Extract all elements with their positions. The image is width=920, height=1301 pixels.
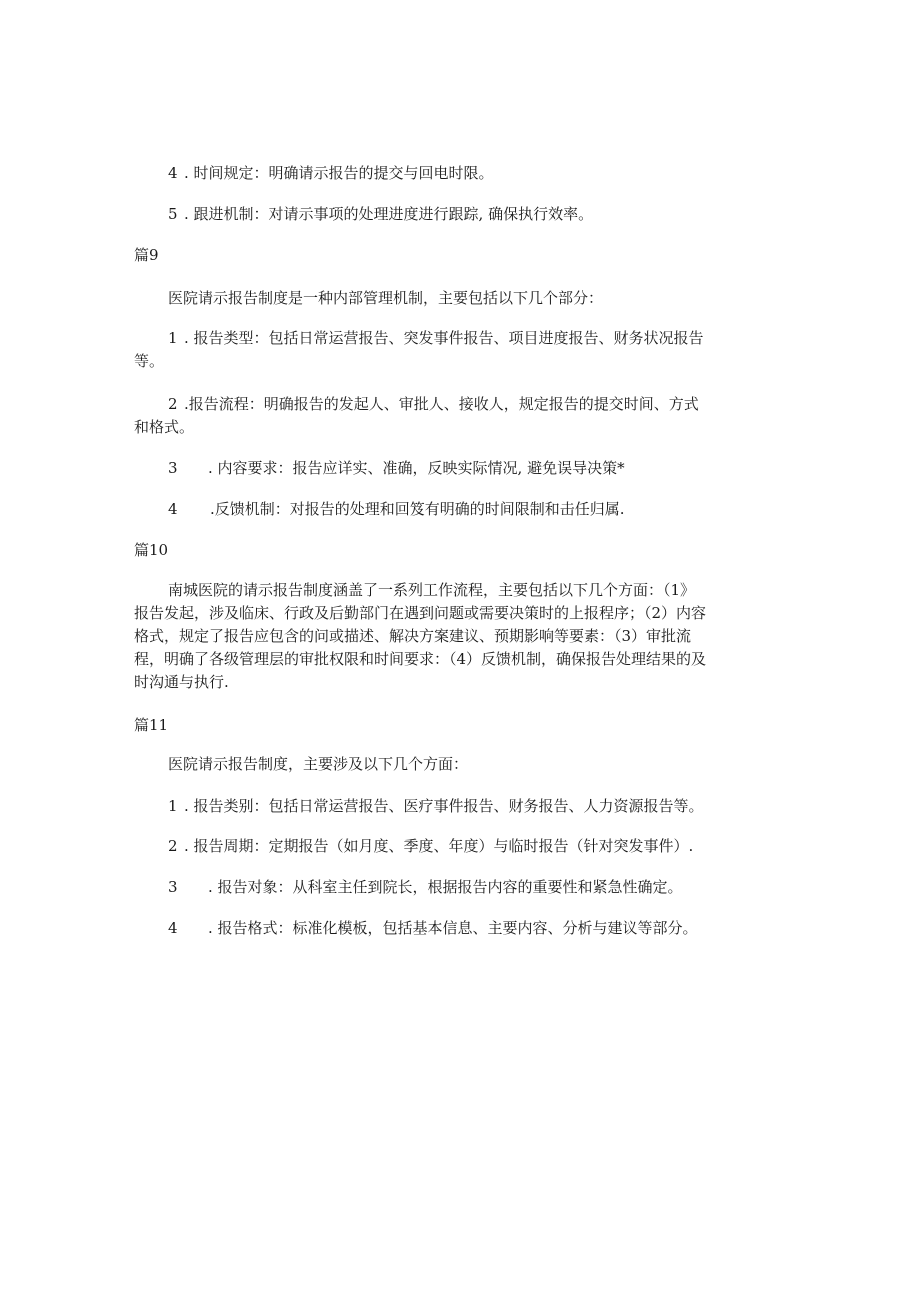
list-item-number: 4 <box>168 164 178 182</box>
list-item-text: . 报告对象：从科室主任到院长，根据报告内容的重要性和紧急性确定。 <box>208 878 683 896</box>
list-item-number: 4 <box>168 919 178 937</box>
list-item-text: . 报告类型：包括日常运营报告、突发事件报告、项目进度报告、财务状况报告 <box>184 329 704 347</box>
section-intro: 医院请示报告制度是一种内部管理机制，主要包括以下几个部分： <box>168 289 604 307</box>
list-item-number: 1 <box>168 329 178 347</box>
list-item <box>168 162 788 185</box>
list-item <box>168 498 788 521</box>
paragraph-line: 时沟通与执行. <box>134 673 229 691</box>
list-item <box>168 327 788 373</box>
list-item-number: 5 <box>168 205 178 223</box>
section-heading: 篇9 <box>134 246 159 264</box>
list-item-text: .反馈机制：对报告的处理和回笈有明确的时间限制和击任归属. <box>210 500 625 518</box>
list-item <box>168 795 788 818</box>
list-item-text: . 报告类别：包括日常运营报告、医疗事件报告、财务报告、人力资源报告等。 <box>184 797 704 815</box>
list-item <box>168 457 788 480</box>
list-item-text: . 时间规定：明确请示报告的提交与回电时限。 <box>184 164 494 182</box>
list-item-text-continued: 和格式。 <box>134 418 195 436</box>
list-item <box>168 835 788 858</box>
list-item <box>168 917 788 940</box>
list-item-number: 1 <box>168 797 178 815</box>
paragraph-line: 报告发起，涉及临床、行政及后勤部门在遇到问题或需要决策时的上报程序；（2）内容 <box>134 604 707 622</box>
list-item-text: .报告流程：明确报告的发起人、审批人、接收人，规定报告的提交时间、方式 <box>184 395 699 413</box>
list-item <box>168 876 788 899</box>
paragraph-line: 格式，规定了报告应包含的问或描述、解决方案建议、预期影响等要素：（3）审批流 <box>134 627 692 645</box>
list-item-number: 3 <box>168 878 178 896</box>
list-item-number: 2 <box>168 837 178 855</box>
list-item-number: 2 <box>168 395 178 413</box>
list-item-text: . 内容要求：报告应详实、准确，反映实际情况, 避免误导决策* <box>208 459 625 477</box>
section-heading: 篇10 <box>134 541 169 559</box>
section-intro: 医院请示报告制度，主要涉及以下几个方面： <box>168 755 469 773</box>
list-item-number: 3 <box>168 459 178 477</box>
paragraph-line: 南城医院的请示报告制度涵盖了一系列工作流程，主要包括以下几个方面：（1》 <box>168 581 696 599</box>
list-item-text: . 报告格式：标准化模板，包括基本信息、主要内容、分析与建议等部分。 <box>208 919 698 937</box>
list-item-text: . 报告周期：定期报告（如月度、季度、年度）与临时报告（针对突发事件）. <box>184 837 694 855</box>
list-item <box>168 393 788 416</box>
list-item-text-continued: 等。 <box>134 352 165 370</box>
list-item-number: 4 <box>168 500 178 518</box>
list-item-text: . 跟进机制：对请示事项的处理进度进行跟踪, 确保执行效率。 <box>184 205 594 223</box>
section-heading: 篇11 <box>134 716 169 734</box>
paragraph-line: 程，明确了各级管理层的审批权限和时间要求：（4）反馈机制，确保报告处理结果的及 <box>134 650 707 668</box>
list-item <box>168 203 788 226</box>
